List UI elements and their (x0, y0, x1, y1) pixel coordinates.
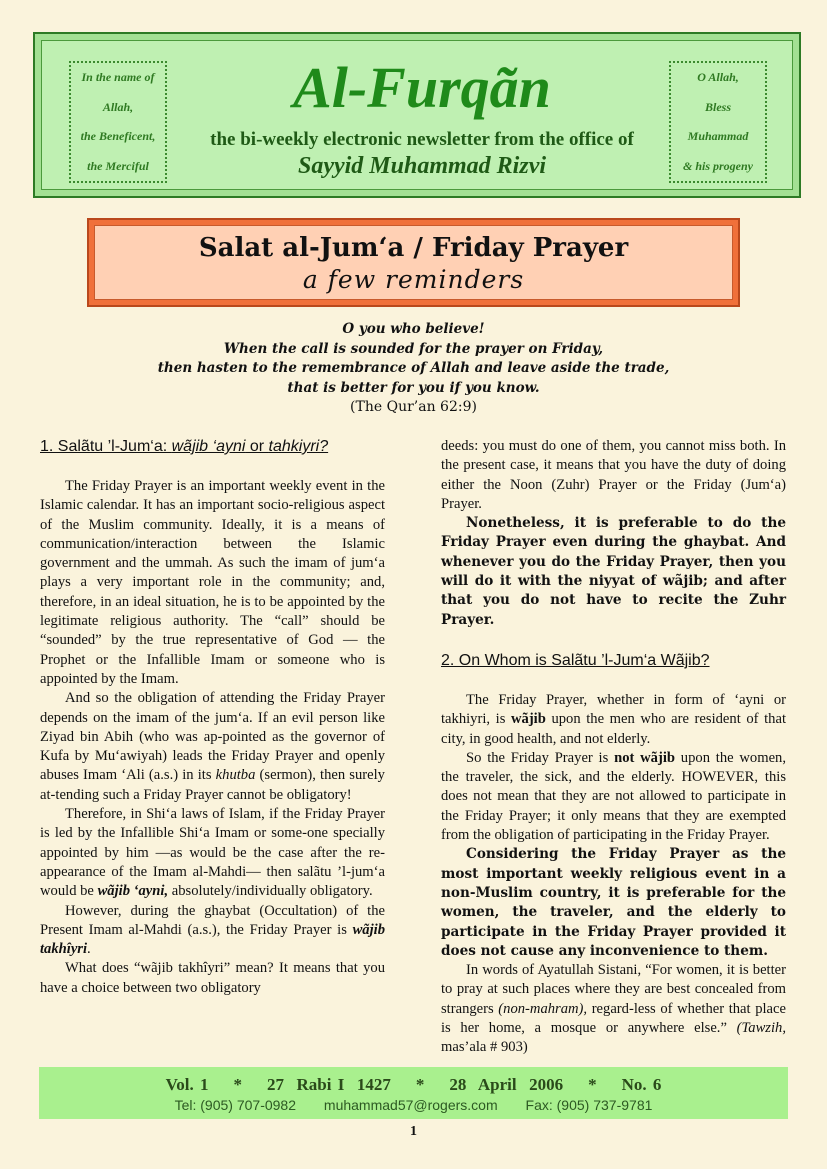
paragraph: deeds: you must do one of them, you cannot miss both. In the present case, it means that you have the duty of doing either the Noon (Zuhr) Prayer or the Friday (Jum‘a) Prayer. (441, 438, 786, 512)
paragraph-text: In words of Ayatullah Sistani, “For women, it is better to pray at such places where they are best concealed from strangers (441, 962, 786, 1017)
masthead-panel (41, 40, 793, 190)
paragraph-bold: not wãjib (614, 749, 676, 766)
basmala-line: the Beneficent, (80, 129, 156, 144)
salawat-box (669, 61, 767, 183)
basmala-line: Allah, (102, 99, 134, 114)
newsletter-author: Sayyid Muhammad Rizvi (297, 153, 547, 179)
paragraph-text: regard-less of whether that place is her home, a mosque or anywhere else.” (441, 1000, 786, 1037)
paragraph (40, 689, 385, 805)
paragraph (441, 691, 786, 749)
paragraph (40, 805, 385, 901)
quote-line: then hasten to the remembrance of Allah and leave aside the trade, (157, 360, 670, 376)
salawat-line: Muhammad (687, 129, 749, 144)
page-number: 1 (410, 1124, 417, 1139)
paragraph (441, 749, 786, 845)
paragraph-bold: wãjib takhîyri (40, 921, 385, 958)
paragraph: The Friday Prayer is an important weekly event in the Islamic calendar. It has an important socio-religious aspect of the Muslim community. Ideally, it is a means of communication/interaction between the Islamic government and the ummah. As such the imam of jum‘a plays a very important role in the community; and, therefore, in an ideal situation, he is to be appointed by the legitimate religious authority. The “call” should be “sounded” by the true representative of God — the Prophet or the Infallible Imam or someone who is appointed by the Imam. (40, 478, 385, 687)
paragraph (40, 902, 385, 960)
section-1-heading (40, 437, 385, 456)
contact-info (39, 1097, 788, 1113)
newsletter-subtitle: the bi-weekly electronic newsletter from the office of (210, 129, 634, 150)
paragraph-italic: khutba (215, 767, 256, 784)
paragraph-text: And so the obligation of attending the Friday Prayer depends on the imam of the jum‘a. If an evil person like Ziyad bin Abih (who was ap-pointed as the governor of Kufa by Mu‘awiyah) leads the Friday Prayer and openly abuses Imam ‘Ali (a.s.) in its (40, 690, 385, 784)
footer-bar (39, 1067, 788, 1119)
paragraph: Considering the Friday Prayer as the most important weekly religious event in a non-Muslim country, it is preferable for the women, the traveler, and the elderly to participate in the Friday Prayer provided it does not cause any inconvenience to them. (441, 846, 786, 959)
salawat-line: O Allah, (697, 70, 739, 85)
paragraph-text: Therefore, in Shi‘a laws of Islam, if the Friday Prayer is led by the Infallible Shi‘a Imam or some-one specially appointed by him —as would be the case after the re-appearance of the Imam al-Mahdi— then salãtu ’l-jum‘a would be (40, 806, 385, 900)
section-2-heading: 2. On Whom is Salãtu ’l-Jum‘a Wãjib? (441, 651, 710, 669)
left-column (40, 437, 385, 998)
paragraph-text: absolutely/individually obligatory. (168, 883, 373, 900)
quote-line: that is better for you if you know. (287, 379, 540, 396)
paragraph-text: . (87, 941, 91, 958)
paragraph-bold: wãjib ‘ayni, (97, 883, 169, 900)
headline-banner (87, 218, 740, 307)
paragraph-text: So the Friday Prayer is (466, 749, 615, 766)
headline-panel (94, 225, 733, 300)
paragraph: What does “wãjib takhîyri” mean? It means that you have a choice between two obligatory (40, 960, 385, 996)
paragraph-text: However, during the ghaybat (Occultation) of the Present Imam al-Mahdi (a.s.), the Friday Prayer is (40, 902, 385, 938)
basmala-line: In the name of (81, 70, 155, 85)
paragraph-text: upon the men who are resident of that city, in good health, and not elderly. (441, 711, 786, 747)
paragraph-text: (sermon), then surely at-tending such a Friday Prayer cannot be obligatory! (40, 767, 385, 803)
fax-number: Fax: (905) 737-9781 (525, 1097, 653, 1113)
paragraph (441, 961, 786, 1057)
article-subtitle: a few reminders (302, 265, 525, 294)
basmala-box (69, 61, 167, 183)
paragraph-text: mas’ala # 903) (441, 1039, 528, 1056)
paragraph-text: upon the women, the traveler, the sick, and the elderly. HOWEVER, this does not mean that they are not allowed to participate in the Friday Prayer; it only means that they are exempted from the obligation of participating in the Friday Prayer. (441, 749, 786, 844)
section-1-heading-mid: or (245, 438, 269, 455)
issue-info: Vol. 1 * 27 Rabi I 1427 * 28 April 2006 * No. 6 (165, 1075, 662, 1094)
newsletter-title: Al-Furqãn (293, 55, 551, 120)
phone-number: Tel: (905) 707-0982 (174, 1097, 297, 1113)
paragraph-italic: (Tawzih, (736, 1020, 786, 1037)
basmala-line: the Merciful (87, 158, 149, 173)
paragraph-italic: (non-mahram), (498, 1000, 588, 1017)
paragraph: Nonetheless, it is preferable to do the Friday Prayer even during the ghaybat. And whenever you do the Friday Prayer, then you will do it with the niyyat of wãjib; and after that you do not have to recite the Zuhr Prayer. (441, 515, 786, 628)
quote-line: O you who believe! (342, 321, 485, 337)
paragraph-text: The Friday Prayer, whether in form of ‘ayni or takhiyri, is (441, 691, 786, 728)
masthead (33, 32, 801, 198)
section-1-heading-term1: wãjib ‘ayni (171, 438, 246, 455)
salawat-line: & his progeny (682, 158, 753, 173)
email-address[interactable]: muhammad57@rogers.com (323, 1097, 498, 1113)
quote-reference: (The Qur’an 62:9) (350, 399, 477, 415)
quote-line: When the call is sounded for the prayer on Friday, (223, 340, 604, 357)
right-column (441, 437, 786, 1058)
section-1-heading-prefix: 1. Salãtu ’l-Jum‘a: (40, 438, 172, 455)
article-title: Salat al-Jum‘a / Friday Prayer (198, 233, 629, 263)
salawat-line: Bless (704, 99, 731, 114)
paragraph-bold: wãjib (510, 711, 546, 728)
quran-quote (120, 320, 707, 418)
section-1-heading-term2: tahkiyri? (268, 438, 329, 455)
